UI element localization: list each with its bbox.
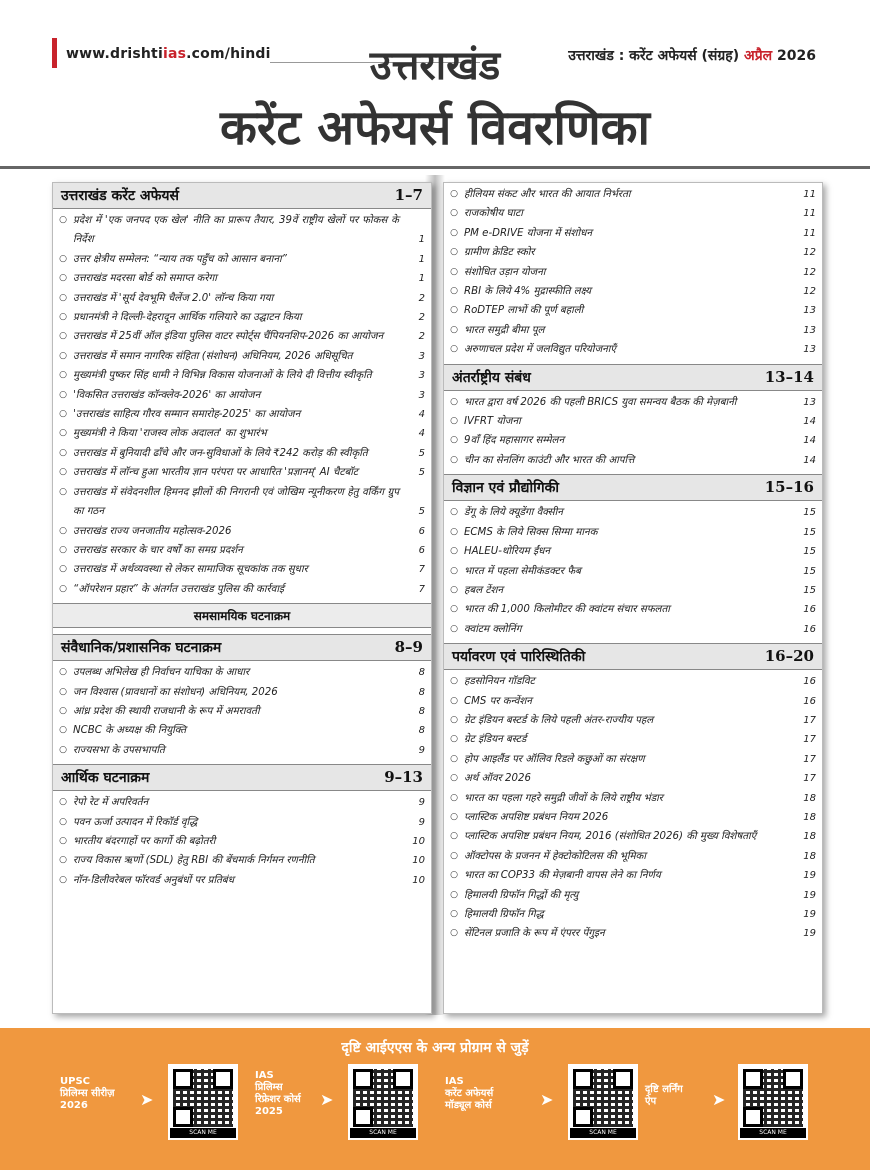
toc-entry-page: 11 [803,227,816,239]
toc-entry[interactable] [53,250,431,269]
toc-entry-page: 12 [803,247,816,259]
bullet-circle-icon: ○ [59,428,67,439]
toc-list [444,391,822,475]
bullet-circle-icon: ○ [59,215,67,225]
section-header-current-events: समसामयिक घटनाक्रम [53,603,431,628]
toc-entry-title: CMS पर कन्वेंशन [464,695,532,707]
bullet-circle-icon: ○ [59,312,67,323]
toc-entry-page: 19 [803,889,816,901]
toc-list [444,183,822,364]
program-label-refresher: IAS प्रिलिम्स रिफ्रेशर कोर्स 2025 [255,1070,301,1117]
toc-entry-title: प्रधानमंत्री ने दिल्ली-देहरादून आर्थिक गलियारे का उद्घाटन किया [73,312,302,324]
toc-entry[interactable] [444,672,822,691]
toc-entry-title: ऑक्टोपस के प्रजनन में हेक्टोकोटिलस की भूमिका [464,850,647,862]
bullet-circle-icon: ○ [450,454,458,465]
toc-entry-title: उपलब्ध अभिलेख ही निर्वाचन याचिका के आधार [73,667,250,679]
toc-entry-page: 14 [803,416,816,428]
bullet-circle-icon: ○ [450,695,458,706]
toc-entry-page: 9 [418,744,425,756]
toc-entry-page: 11 [803,189,816,200]
toc-entry[interactable] [444,243,822,262]
bullet-circle-icon: ○ [59,686,67,697]
toc-entry[interactable] [53,560,431,579]
bullet-circle-icon: ○ [450,208,458,219]
toc-entry[interactable] [444,866,822,885]
toc-entry-title: 'विकसित उत्तराखंड कॉन्क्लेव-2026' का आयोजन [73,389,261,401]
toc-entry-page: 3 [418,350,425,362]
section-header-economic: आर्थिक घटनाक्रम 9–13 [53,764,431,791]
toc-entry-page: 15 [803,507,816,519]
toc-entry-title: होप आइलैंड पर ऑलिव रिडले कछुओं का संरक्षण [464,753,645,765]
qr-code-prelims-series[interactable]: SCAN ME [168,1064,238,1140]
program-label-module: IAS करेंट अफेयर्स मॉड्यूल कोर्स [445,1076,494,1111]
toc-entry-page: 8 [418,725,425,737]
toc-entry[interactable] [53,832,431,851]
bullet-circle-icon: ○ [59,447,67,458]
bullet-circle-icon: ○ [450,811,458,822]
toc-entry-page: 11 [803,208,816,220]
toc-entry[interactable] [444,562,822,581]
toc-entry-title: प्रदेश में 'एक जनपद एक खेल' नीति का प्रारूप तैयार, 39वें राष्ट्रीय खेलों पर फोकस के निर्देश [73,215,399,246]
toc-entry[interactable] [53,702,431,721]
toc-entry-page: 7 [418,583,425,595]
bullet-circle-icon: ○ [450,676,458,687]
toc-entry-page: 6 [418,525,425,537]
bullet-circle-icon: ○ [450,396,458,407]
toc-entry-title: उत्तराखंड राज्य जनजातीय महोत्सव-2026 [73,525,232,537]
bullet-circle-icon: ○ [59,253,67,264]
toc-entry-page: 8 [418,705,425,717]
toc-entry-title: हडसोनियन गॉडविट [464,676,535,688]
toc-entry-title: HALEU-थोरियम ईंधन [464,546,550,558]
toc-entry[interactable] [444,886,822,905]
bullet-circle-icon: ○ [450,773,458,784]
bullet-circle-icon: ○ [59,292,67,303]
toc-entry-title: भारत का COP33 की मेज़बानी वापस लेने का निर्णय [464,870,661,882]
toc-entry-title: उत्तर क्षेत्रीय सम्मेलन: “न्याय तक पहुँच को आसान बनाना” [73,253,287,265]
toc-list [53,661,431,764]
toc-entry-title: उत्तराखंड में 25वीं ऑल इंडिया पुलिस वाटर स्पोर्ट्स चैंपियनशिप-2026 का आयोजन [73,331,384,343]
bullet-circle-icon: ○ [59,583,67,594]
toc-entry-title: उत्तराखंड में समान नागरिक संहिता (संशोधन) अधिनियम, 2026 अधिसूचित [73,350,353,362]
bullet-circle-icon: ○ [450,831,458,842]
toc-entry[interactable] [444,431,822,450]
bullet-circle-icon: ○ [59,797,67,808]
toc-entry-title: डेंगू के लिये क्यूडेंगा वैक्सीन [464,507,563,519]
toc-entry-page: 15 [803,526,816,538]
toc-entry[interactable] [444,711,822,730]
bullet-circle-icon: ○ [450,526,458,537]
toc-entry-page: 19 [803,928,816,940]
bullet-circle-icon: ○ [450,227,458,238]
toc-entry[interactable] [53,851,431,870]
bullet-circle-icon: ○ [450,416,458,427]
section-header-science: विज्ञान एवं प्रौद्योगिकी 15–16 [444,474,822,501]
toc-entry-page: 3 [418,389,425,401]
toc-entry[interactable] [444,789,822,808]
bullet-circle-icon: ○ [450,305,458,316]
toc-entry[interactable] [444,730,822,749]
toc-entry[interactable] [444,600,822,619]
toc-entry-page: 5 [418,506,425,518]
toc-entry-title: मुख्यमंत्री पुष्कर सिंह धामी ने विभिन्न विकास योजनाओं के लिये दी वित्तीय स्वीकृति [73,370,372,382]
bullet-circle-icon: ○ [450,435,458,446]
toc-entry-title: चीन का सेनलिंग काउंटी और भारत की आपत्ति [464,454,635,466]
toc-entry[interactable] [53,580,431,599]
toc-entry-title: भारत द्वारा वर्ष 2026 की पहली BRICS युवा समन्वय बैठक की मेज़बानी [464,396,737,408]
toc-entry[interactable] [53,211,431,250]
toc-entry[interactable] [53,289,431,308]
toc-entry[interactable] [444,412,822,431]
toc-entry[interactable] [53,386,431,405]
toc-entry[interactable] [53,347,431,366]
toc-entry-title: सेंटिनल प्रजाति के रूप में एंपरर पेंगुइन [464,928,605,940]
bullet-circle-icon: ○ [450,734,458,745]
toc-entry[interactable] [53,269,431,288]
toc-entry[interactable] [53,405,431,424]
qr-code-app[interactable]: SCAN ME [738,1064,808,1140]
toc-entry-page: 10 [412,855,425,867]
toc-entry[interactable] [53,541,431,560]
bullet-circle-icon: ○ [450,546,458,557]
program-label-app: दृष्टि लर्निंग ऐप [645,1084,683,1107]
toc-entry[interactable] [53,683,431,702]
bullet-circle-icon: ○ [59,874,67,885]
bullet-circle-icon: ○ [450,928,458,939]
toc-entry[interactable] [53,793,431,812]
toc-entry-title: भारत का पहला गहरे समुद्री जीवों के लिये राष्ट्रीय भंडार [464,792,663,804]
toc-entry-title: हिमालयी ग्रिफॉन गिद्ध [464,909,544,920]
bullet-circle-icon: ○ [450,753,458,764]
toc-entry-page: 13 [803,396,816,408]
toc-entry[interactable] [444,451,822,470]
toc-list [444,501,822,643]
toc-entry-page: 18 [803,792,816,804]
toc-entry-page: 15 [803,546,816,558]
toc-entry[interactable] [444,224,822,243]
programs-banner [0,1028,870,1170]
toc-entry[interactable] [53,721,431,740]
toc-entry[interactable] [53,741,431,760]
toc-entry-title: RBI के लिये 4% मुद्रास्फीति लक्ष्य [464,286,592,298]
toc-entry-page: 16 [803,695,816,707]
toc-entry[interactable] [444,204,822,223]
section-header-environment: पर्यावरण एवं पारिस्थितिकी 16–20 [444,643,822,670]
toc-entry-title: “ऑपरेशन प्रहार” के अंतर्गत उत्तराखंड पुलिस की कार्रवाई [73,583,284,595]
toc-entry-title: उत्तराखंड में अर्थव्यवस्था से लेकर सामाजिक सूचकांक तक सुधार [73,564,308,576]
toc-entry[interactable] [444,393,822,412]
bullet-circle-icon: ○ [450,266,458,277]
toc-entry[interactable] [53,871,431,890]
toc-entry[interactable] [444,282,822,301]
toc-entry-title: हीलियम संकट और भारत की आयात निर्भरता [464,189,631,200]
toc-entry-title: उत्तराखंड मदरसा बोर्ड को समाप्त करेगा [73,273,217,285]
toc-entry-page: 17 [803,773,816,785]
toc-entry[interactable] [53,813,431,832]
bullet-circle-icon: ○ [59,744,67,755]
toc-entry-title: राज्यसभा के उपसभापति [73,744,165,756]
toc-entry[interactable] [444,750,822,769]
toc-entry-page: 12 [803,266,816,278]
arrow-icon: ➤ [320,1090,334,1109]
toc-entry-page: 1 [418,234,425,246]
toc-entry[interactable] [444,769,822,788]
toc-entry-page: 14 [803,454,816,466]
toc-entry-title: अरुणाचल प्रदेश में जलविद्युत परियोजनाएँ [464,344,617,356]
toc-entry[interactable] [444,523,822,542]
toc-right-column [443,182,823,1014]
toc-entry[interactable] [444,321,822,340]
toc-entry-page: 13 [803,344,816,356]
toc-entry-title: उत्तराखंड में संवेदनशील हिमनद झीलों की निगरानी एवं जोखिम न्यूनीकरण हेतु वर्किंग ग्रुप का गठन [73,486,399,518]
qr-code-module[interactable]: SCAN ME [568,1064,638,1140]
bullet-circle-icon: ○ [59,350,67,361]
toc-entry-title: प्लास्टिक अपशिष्ट प्रबंधन नियम, 2016 (संशोधित 2026) की मुख्य विशेषताएँ [464,831,757,843]
bullet-circle-icon: ○ [59,273,67,284]
toc-entry-page: 19 [803,909,816,920]
toc-entry-title: जन विश्वास (प्रावधानों का संशोधन) अधिनियम, 2026 [73,686,278,698]
bullet-circle-icon: ○ [59,564,67,575]
bullet-circle-icon: ○ [450,623,458,634]
toc-entry[interactable] [444,692,822,711]
toc-entry-title: प्लास्टिक अपशिष्ट प्रबंधन नियम 2026 [464,811,609,823]
toc-entry-page: 15 [803,584,816,596]
toc-entry[interactable] [444,503,822,522]
bullet-circle-icon: ○ [59,331,67,342]
toc-entry[interactable] [444,263,822,282]
bullet-circle-icon: ○ [450,909,458,919]
toc-list [53,791,431,894]
toc-entry-title: क्वांटम क्लोनिंग [464,623,522,635]
toc-entry-title: NCBC के अध्यक्ष की नियुक्ति [73,725,187,737]
bullet-circle-icon: ○ [450,189,458,199]
toc-entry-title: RoDTEP लाभों की पूर्ण बहाली [464,305,584,317]
banner-title: दृष्टि आईएएस के अन्य प्रोग्राम से जुड़ें [341,1040,529,1056]
bullet-circle-icon: ○ [450,344,458,355]
toc-entry-page: 4 [418,428,425,440]
toc-entry-page: 17 [803,753,816,765]
toc-entry-page: 18 [803,850,816,862]
toc-entry-page: 13 [803,324,816,336]
toc-entry-title: हबल टेंशन [464,584,504,596]
toc-entry-page: 16 [803,623,816,635]
toc-entry-title: पवन ऊर्जा उत्पादन में रिकॉर्ड वृद्धि [73,816,198,828]
bullet-circle-icon: ○ [59,370,67,381]
section-header-international: अंतर्राष्ट्रीय संबंध 13–14 [444,364,822,391]
bullet-circle-icon: ○ [450,507,458,518]
toc-entry-title: PM e-DRIVE योजना में संशोधन [464,227,593,239]
toc-entry-page: 8 [418,686,425,698]
toc-entry-title: उत्तराखंड में बुनियादी ढाँचे और जन-सुविधाओं के लिये ₹242 करोड़ की स्वीकृति [73,447,368,459]
bullet-circle-icon: ○ [59,544,67,555]
toc-entry-title: उत्तराखंड सरकार के चार वर्षों का समग्र प्रदर्शन [73,544,243,556]
toc-entry-title: 'उत्तराखंड साहित्य गौरव सम्मान समारोह-2025' का आयोजन [73,409,301,421]
toc-entry-page: 12 [803,286,816,298]
toc-entry-title: भारत समुद्री बीमा पूल [464,324,545,336]
toc-entry-page: 16 [803,604,816,616]
toc-entry[interactable] [53,424,431,443]
bullet-circle-icon: ○ [450,889,458,900]
toc-entry[interactable] [444,301,822,320]
bullet-circle-icon: ○ [450,604,458,615]
toc-entry-page: 5 [418,447,425,459]
toc-entry-page: 3 [418,370,425,382]
toc-entry-title: भारत की 1,000 किलोमीटर की क्वांटम संचार सफलता [464,604,670,616]
toc-entry-page: 13 [803,305,816,317]
title-rule [0,166,870,169]
toc-entry-page: 19 [803,870,816,882]
toc-entry[interactable] [444,340,822,359]
toc-entry-title: ग्रामीण क्रेडिट स्कोर [464,247,535,259]
toc-entry[interactable] [444,924,822,943]
toc-entry-title: उत्तराखंड में 'सूर्य देवभूमि चैलेंज 2.0' लॉन्च किया गया [73,292,274,304]
toc-entry[interactable] [53,663,431,682]
bullet-circle-icon: ○ [59,705,67,716]
toc-left-column [52,182,432,1014]
toc-entry-page: 17 [803,714,816,726]
toc-entry[interactable] [444,185,822,204]
toc-entry-page: 10 [412,835,425,847]
bullet-circle-icon: ○ [59,855,67,866]
bullet-circle-icon: ○ [450,286,458,297]
bullet-circle-icon: ○ [59,389,67,400]
toc-entry-page: 17 [803,734,816,746]
toc-entry-page: 5 [418,467,425,479]
toc-entry[interactable] [444,581,822,600]
toc-entry-page: 9 [418,797,425,809]
toc-entry-page: 10 [412,874,425,886]
bullet-circle-icon: ○ [450,850,458,861]
toc-entry-title: संशोधित उड़ान योजना [464,266,546,278]
toc-entry-page: 7 [418,564,425,576]
toc-entry[interactable] [444,542,822,561]
toc-entry[interactable] [53,522,431,541]
header-edition: उत्तराखंड : करेंट अफेयर्स (संग्रह) अप्रैल 2026 [568,48,816,64]
toc-entry-page: 14 [803,435,816,447]
toc-entry-page: 1 [418,273,425,285]
toc-entry-title: ग्रेट इंडियन बस्टर्ड [464,734,527,746]
bullet-circle-icon: ○ [59,409,67,420]
toc-entry-title: अर्थ ऑवर 2026 [464,773,531,785]
toc-entry-title: ग्रेट इंडियन बस्टर्ड के लिये पहली अंतर-राज्यीय पहल [464,714,654,726]
toc-entry[interactable] [53,366,431,385]
toc-entry-page: 8 [418,667,425,679]
toc-entry[interactable] [53,483,431,522]
bullet-circle-icon: ○ [450,584,458,595]
arrow-icon: ➤ [140,1090,154,1109]
toc-entry[interactable] [444,905,822,924]
toc-entry-page: 2 [418,331,425,343]
bullet-circle-icon: ○ [59,667,67,678]
toc-entry-title: IVFRT योजना [464,416,521,428]
section-header-uttarakhand: उत्तराखंड करेंट अफेयर्स 1–7 [53,183,431,209]
toc-entry-title: उत्तराखंड में लॉन्च हुआ भारतीय ज्ञान परंपरा पर आधारित 'प्रज्ञानम्' AI चैटबॉट [73,467,359,479]
bullet-circle-icon: ○ [59,725,67,736]
toc-entry-page: 6 [418,544,425,556]
toc-entry-title: राज्य विकास ऋणों (SDL) हेतु RBI की बेंचमार्क निर्गमन रणनीति [73,855,315,867]
toc-entry-title: भारत में पहला सेमीकंडक्टर फैब [464,565,581,577]
toc-entry-page: 9 [418,816,425,828]
toc-entry[interactable] [53,463,431,482]
title-line-1: उत्तराखंड [369,43,501,89]
bullet-circle-icon: ○ [450,324,458,335]
toc-entry-title: नॉन-डिलीवरेबल फॉरवर्ड अनुबंधों पर प्रतिबंध [73,874,234,886]
bullet-circle-icon: ○ [59,486,67,497]
bullet-circle-icon: ○ [450,247,458,258]
bullet-circle-icon: ○ [59,525,67,536]
title-line-2: करेंट अफेयर्स विवरणिका [220,100,650,156]
toc-entry-title: ECMS के लिये सिक्स सिग्मा मानक [464,526,598,538]
section-header-constitutional: संवैधानिक/प्रशासनिक घटनाक्रम 8–9 [53,634,431,661]
toc-entry-title: भारतीय बंदरगाहों पर कार्गो की बढ़ोतरी [73,835,216,847]
toc-entry-page: 18 [803,831,816,843]
toc-entry[interactable] [53,444,431,463]
toc-entry[interactable] [444,620,822,639]
toc-entry-title: रेपो रेट में अपरिवर्तन [73,797,149,809]
bullet-circle-icon: ○ [450,714,458,725]
arrow-icon: ➤ [712,1090,726,1109]
toc-entry-title: 9वाँ हिंद महासागर सम्मेलन [464,435,565,447]
arrow-icon: ➤ [540,1090,554,1109]
program-label-prelims-series: UPSC प्रिलिम्स सीरीज़ 2026 [60,1076,115,1111]
toc-entry[interactable] [53,327,431,346]
toc-entry[interactable] [53,308,431,327]
toc-entry-title: आंध्र प्रदेश की स्थायी राजधानी के रूप में अमरावती [73,705,260,717]
toc-list [53,209,431,603]
toc-entry[interactable] [444,808,822,827]
bullet-circle-icon: ○ [450,870,458,881]
toc-entry-title: राजकोषीय घाटा [464,208,523,220]
bullet-circle-icon: ○ [450,565,458,576]
toc-entry-page: 2 [418,312,425,324]
bullet-circle-icon: ○ [59,467,67,478]
toc-entry-title: मुख्यमंत्री ने किया 'राजस्व लोक अदालत' का शुभारंभ [73,428,267,440]
toc-entry-page: 4 [418,409,425,421]
toc-entry-page: 2 [418,292,425,304]
toc-entry-title: हिमालयी ग्रिफॉन गिद्धों की मृत्यु [464,889,579,901]
toc-entry[interactable] [444,827,822,846]
bullet-circle-icon: ○ [450,792,458,803]
toc-entry[interactable] [444,847,822,866]
bullet-circle-icon: ○ [59,835,67,846]
toc-entry-page: 16 [803,676,816,688]
website-url[interactable]: www.drishtiias.com/hindi [66,46,271,62]
toc-entry-page: 1 [418,253,425,265]
qr-code-refresher[interactable]: SCAN ME [348,1064,418,1140]
toc-entry-page: 15 [803,565,816,577]
toc-entry-page: 18 [803,811,816,823]
bullet-circle-icon: ○ [59,816,67,827]
toc-list [444,670,822,948]
